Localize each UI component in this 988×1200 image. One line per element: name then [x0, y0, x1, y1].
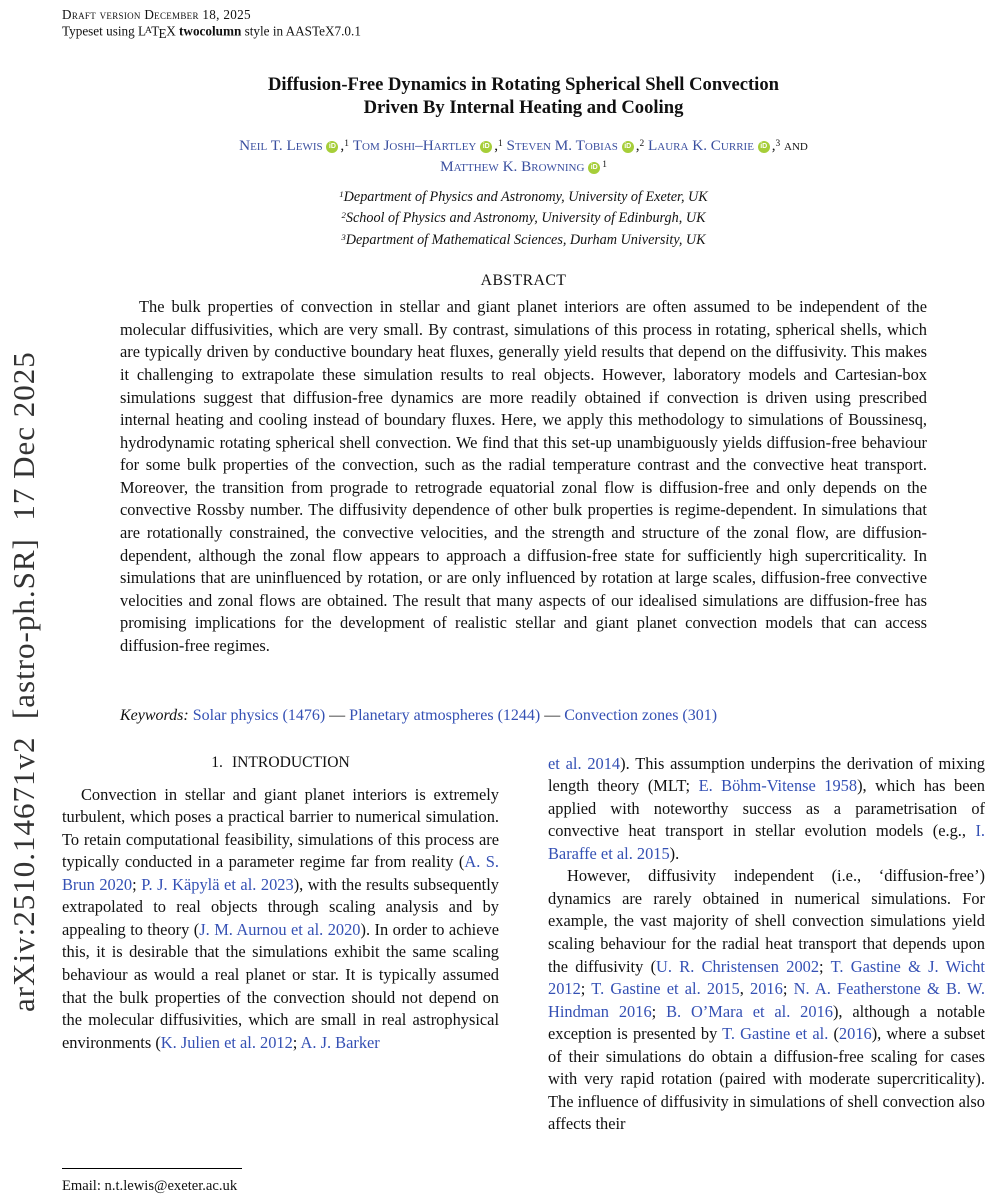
- text-run: ,: [340, 136, 345, 154]
- arxiv-watermark: arXiv:2510.14671v2 [astro-ph.SR] 17 Dec 2025: [6, 351, 41, 1012]
- text-run: X: [166, 23, 180, 39]
- text-run: E: [158, 25, 167, 41]
- text-run: Matthew K. Browning: [440, 158, 589, 176]
- text-run: ).: [669, 843, 680, 863]
- text-run: Neil T. Lewis: [239, 136, 327, 154]
- citation-link[interactable]: et al. 2014: [548, 753, 621, 773]
- text-run: However, diffusivity independent (i.e., ‘diffusion-free’) dynamics are rarely obtained in numerical simulations. For example, the vast majority of shell convection simulations yield scaling behaviour for the radial heat transport that depends upon the diffusivity (: [548, 866, 985, 976]
- orcid-icon[interactable]: iD: [480, 141, 492, 153]
- citation-link[interactable]: Planetary atmospheres (1244): [349, 706, 541, 724]
- text-run: Department of Mathematical Sciences, Durham University, UK: [345, 231, 706, 248]
- text-run: 1: [602, 159, 607, 170]
- text-run: —: [325, 706, 350, 724]
- text-run: ;: [132, 874, 142, 894]
- text-run: and: [780, 136, 808, 154]
- text-run: ), although a notable exception is presented by: [548, 1001, 985, 1044]
- author-list: [62, 135, 985, 178]
- paper-content: [62, 0, 985, 1136]
- citation-link[interactable]: B. O’Mara et al. 2016: [666, 1001, 833, 1021]
- text-run: ), which has been applied with noteworthy success as a parametrisation of convective heat transport in stellar evolution models (e.g.,: [548, 776, 985, 841]
- citation-link[interactable]: J. M. Aurnou et al. 2020: [199, 919, 361, 939]
- section-title: INTRODUCTION: [231, 753, 350, 771]
- text-run: ;: [782, 979, 794, 999]
- text-run: ,: [771, 136, 776, 154]
- text-run: ,: [635, 136, 640, 154]
- orcid-icon[interactable]: iD: [758, 141, 770, 153]
- title-line-1: Diffusion-Free Dynamics in Rotating Spherical Shell Convection: [268, 73, 779, 95]
- text-run: Keywords:: [120, 706, 193, 724]
- paper-title: [62, 73, 985, 120]
- citation-link[interactable]: K. Julien et al. 2012: [160, 1032, 293, 1052]
- text-run: ,: [739, 979, 751, 999]
- abstract-text: The bulk properties of convection in stellar and giant planet interiors are often assumed to be independent of the molecular diffusivities, which are very small. By contrast, simulations of this process in rotating, spherical shells, which are typically driven by conductive boundary heat fluxes, generally yield results that depend on the diffusivity. This makes it challenging to extrapolate these simulation results to real objects. However, laboratory models and Cartesian-box simulations suggest that diffusion-free dynamics are more readily obtained if convection is driven using prescribed internal heating and cooling instead of boundary fluxes. Here, we apply this methodology to simulations of Boussinesq, hydrodynamic rotating spherical shell convection. We find that this set-up unambiguously yields diffusion-free behaviour for some bulk properties of the convection, such as the radial temperature contrast and the convective heat transport. Moreover, the transition from prograde to retrograde equatorial zonal flow is diffusion-free and only depends on the convective Rossby number. The diffusivity dependence of other bulk properties is regime-dependent. In simulations that are rotationally constrained, the convective velocities, and the strength and structure of the zonal flow, are diffusion-dependent, although the zonal flow appears to approach a diffusion-free state for sufficiently high supercriticality. In simulations that are uninfluenced by rotation, or are only influenced by rotation at large scales, diffusion-free convective velocities and zonal flows are obtained. The result that many aspects of our idealised simulations are diffusion-free has promising implications for the development of realistic stellar and giant planet convection models that can access diffusion-free regimes.: [120, 297, 927, 656]
- text-run: School of Physics and Astronomy, University of Edinburgh, UK: [345, 210, 706, 227]
- citation-link[interactable]: P. J. Käpylä et al. 2023: [141, 874, 294, 894]
- draft-version-line: Draft version December 18, 2025: [62, 7, 251, 22]
- text-run: Convection in stellar and giant planet interiors is extremely turbulent, which poses a practical barrier to numerical simulation. To retain computational feasibility, simulations of this process are typically conducted in a parameter regime far from reality (: [62, 784, 499, 872]
- citation-link[interactable]: T. Gastine et al.: [722, 1024, 829, 1044]
- intro-paragraph-right-2: [548, 865, 985, 1136]
- email-footnote: Email: n.t.lewis@exeter.ac.uk: [62, 1178, 238, 1194]
- orcid-icon[interactable]: iD: [588, 162, 600, 174]
- section-1-heading: [62, 753, 499, 773]
- citation-link[interactable]: A. J. Barker: [300, 1032, 380, 1052]
- text-run: (: [828, 1024, 839, 1044]
- citation-link[interactable]: Solar physics (1476): [192, 706, 326, 724]
- text-run: T: [151, 23, 160, 39]
- column-right: [548, 753, 985, 1136]
- text-run: 3: [775, 138, 781, 149]
- author-line-1: [62, 135, 985, 157]
- text-run: ,: [494, 136, 498, 154]
- citation-link[interactable]: Convection zones (301): [564, 706, 718, 724]
- citation-link[interactable]: E. Böhm-Vitense 1958: [698, 776, 858, 796]
- page-header: [62, 0, 985, 42]
- text-run: Laura K. Currie: [647, 136, 758, 154]
- text-run: Steven M. Tobias: [506, 136, 622, 154]
- author-line-2: [62, 156, 985, 178]
- citation-link[interactable]: 2016: [750, 979, 783, 999]
- text-run: style in AASTeX7.0.1: [241, 23, 361, 39]
- citation-link[interactable]: T. Gastine & J. Wicht 2012: [548, 956, 985, 999]
- text-run: Tom Joshi–Hartley: [352, 136, 481, 154]
- footnote-rule: [62, 1168, 242, 1169]
- affiliation-list: [62, 187, 985, 252]
- affiliation-1: [62, 187, 985, 209]
- text-run: ;: [651, 1001, 667, 1021]
- text-run: ). In order to achieve this, it is desirable that the simulations exhibit the same scaling behaviour as would a real planet or star. It is typically assumed that the bulk properties of the convection should not depend on the molecular diffusivities, which are small in real astrophysical environments (: [62, 919, 499, 1052]
- typeset-line: [62, 23, 985, 42]
- text-run: ;: [580, 979, 592, 999]
- text-run: ), where a subset of their simulations do obtain a diffusion-free scaling for cases with very rapid rotation (paired with moderate supercriticality). The influence of diffusivity in simulations of shell convection also affects their: [548, 1024, 985, 1134]
- title-line-2: Driven By Internal Heating and Cooling: [363, 97, 684, 119]
- abstract-heading: ABSTRACT: [480, 272, 567, 290]
- text-run: twocolumn: [179, 23, 242, 39]
- text-run: Department of Physics and Astronomy, University of Exeter, UK: [343, 188, 708, 205]
- text-run: 1: [339, 188, 344, 199]
- intro-paragraph-left: [62, 784, 499, 1055]
- text-run: 2: [341, 210, 346, 221]
- citation-link[interactable]: I. Baraffe et al. 2015: [548, 821, 985, 863]
- text-run: 1: [344, 138, 349, 149]
- text-run: ;: [292, 1032, 301, 1052]
- text-run: ). This assumption underpins the derivation of mixing length theory (MLT;: [548, 753, 986, 796]
- affiliation-3: [62, 230, 985, 252]
- orcid-icon[interactable]: iD: [622, 141, 634, 153]
- citation-link[interactable]: 2016: [838, 1024, 872, 1044]
- text-run: A: [144, 26, 152, 36]
- text-run: 1: [497, 138, 503, 149]
- text-run: —: [540, 706, 565, 724]
- citation-link[interactable]: A. S. Brun 2020: [62, 852, 499, 894]
- text-run: 2: [639, 138, 645, 149]
- column-left: [62, 753, 499, 1136]
- section-number: 1.: [211, 753, 223, 771]
- affiliation-2: [62, 208, 985, 230]
- orcid-icon[interactable]: iD: [326, 141, 338, 153]
- text-run: ;: [819, 956, 831, 976]
- two-column-layout: [62, 753, 985, 1136]
- citation-link[interactable]: N. A. Featherstone & B. W. Hindman 2016: [548, 979, 986, 1021]
- keywords-line: [120, 705, 927, 727]
- text-run: ), with the results subsequently extrapolated to real objects through scaling analysis and by appealing to theory (: [62, 874, 499, 939]
- text-run: 3: [341, 231, 346, 242]
- text-run: Typeset using L: [62, 23, 147, 39]
- intro-paragraph-right-1: [548, 753, 985, 866]
- citation-link[interactable]: U. R. Christensen 2002: [656, 956, 820, 976]
- citation-link[interactable]: T. Gastine et al. 2015: [591, 979, 740, 999]
